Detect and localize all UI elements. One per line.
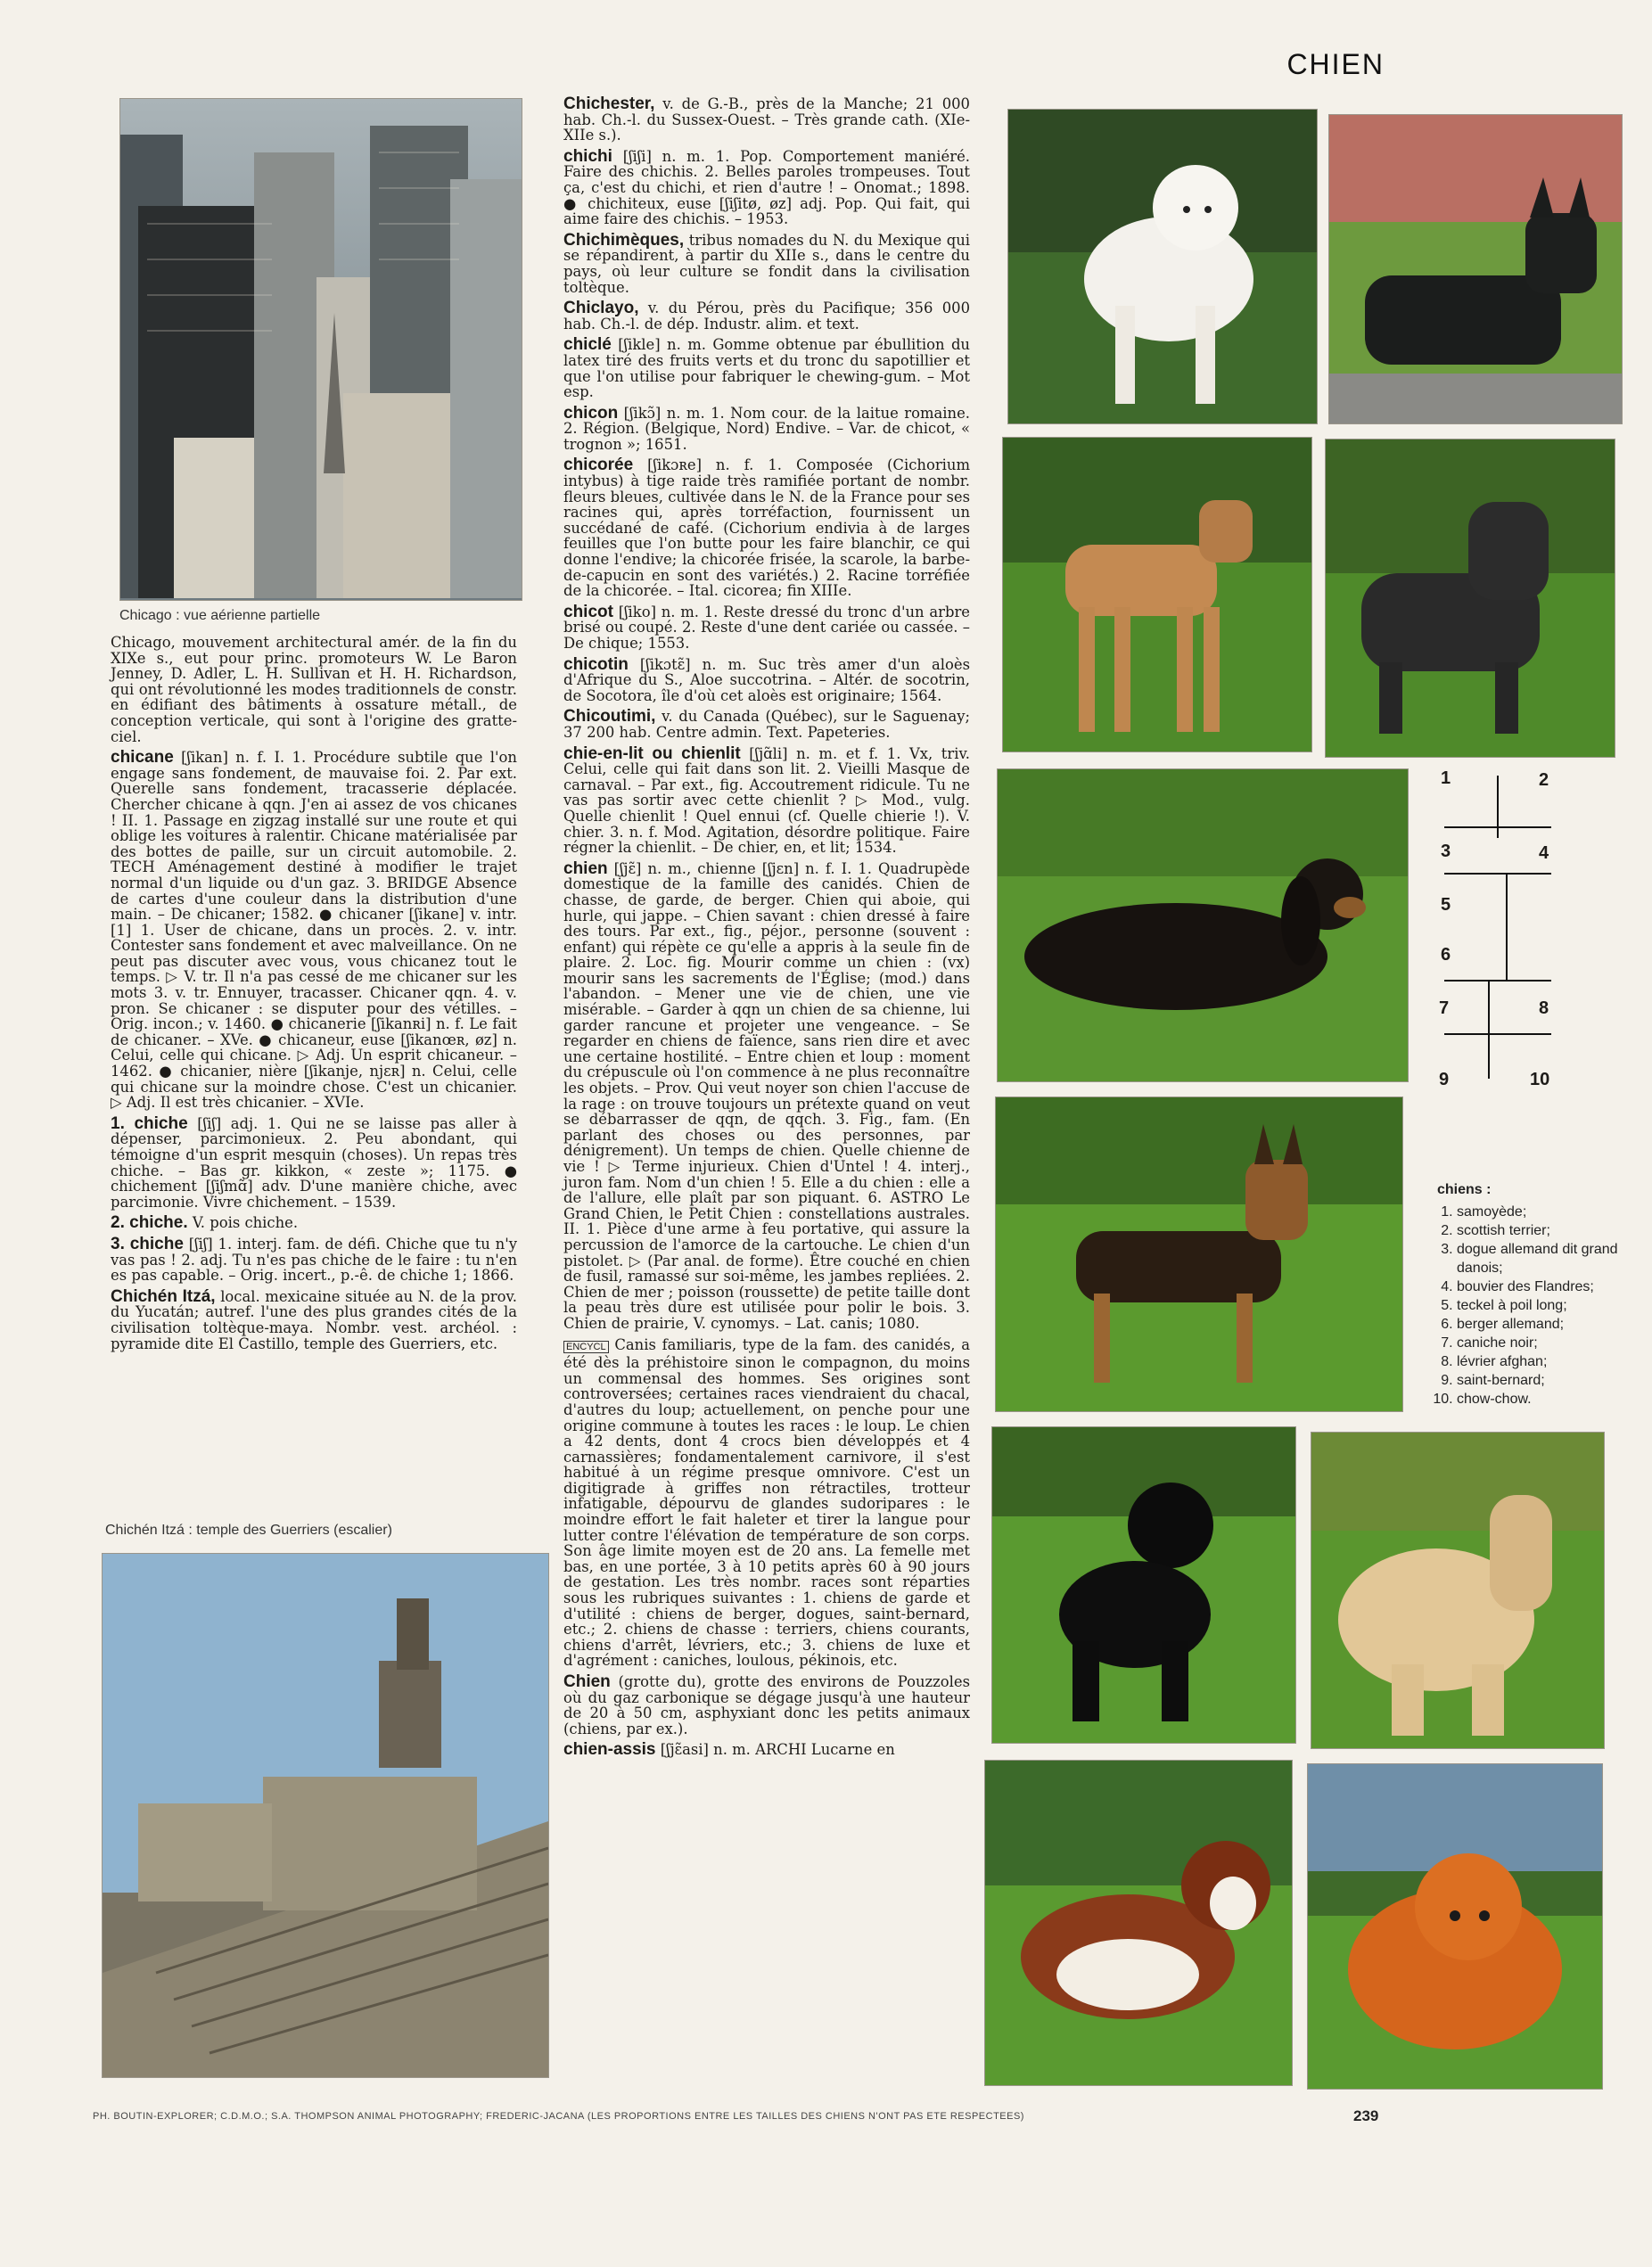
headword: Chichén Itzá, [111, 1286, 216, 1306]
key-number-10: 10 [1530, 1070, 1550, 1089]
definition: (grotte du), grotte des environs de Pouzzoles où du gaz carbonique se dégage jusqu'à une hauteur de 20 à 50 cm, asphyxiant donc les petits animaux (chiens, par ex.). [563, 1673, 971, 1737]
entry-chicoutimi [563, 709, 970, 740]
chicago-aerial-photo [119, 98, 522, 601]
legend-title: chiens : [1437, 1182, 1492, 1197]
definition: [ʃikɔtɛ̃] n. m. Suc très amer d'un aloès d'Afrique du S., Aloe succotrina. – Altér. de socotrin, de Socotora, île d'où cet aloès est originaire; 1564. [563, 655, 970, 704]
legend-item: 10. chow-chow. [1457, 1390, 1642, 1409]
definition: [ʃiko] n. m. 1. Reste dressé du tronc d'un arbre brisé ou coupé. 2. Reste d'une dent cariée ou cassée. – De chique; 1553. [563, 603, 970, 652]
legend-item: 3. dogue allemand dit grand danois; [1457, 1240, 1642, 1277]
entry-chicane [111, 750, 517, 1111]
entry-chicon [563, 403, 970, 453]
entry-chien [563, 858, 970, 1332]
legend-item: 9. saint-bernard; [1457, 1371, 1642, 1390]
headword: 3. chiche [111, 1234, 184, 1253]
entry-chien-assis [563, 1742, 970, 1758]
page-header-word: CHIEN [1286, 48, 1385, 80]
definition: [ʃiʃi] n. m. 1. Pop. Comportement maniéré. Faire des chichis. 2. Belles paroles trompeuses. Tout ça, c'est du chichi, et rien d'autre ! – Onomat.; 1898. ● chichiteux, euse [ʃiʃitø, øz] adj. Pop. Qui fait, qui aime faire des chichis. – 1953. [563, 147, 970, 228]
entry-chicotin [563, 654, 970, 704]
dachshund-photo [997, 768, 1409, 1082]
legend-item: 2. scottish terrier; [1457, 1221, 1642, 1240]
entry-chichimeques [563, 230, 970, 296]
samoyede-photo [1007, 109, 1318, 424]
entry-chienlit [563, 743, 970, 857]
entry-chiche-3 [111, 1236, 517, 1284]
entry-chichi [563, 146, 970, 228]
definition: Canis familiaris, type de la fam. des canidés, a été dès la préhistoire sinon le compagnon, du moins un commensal des hommes. Ses origines sont controversées; certaines races viendraient du chacal, d'autres du loup; actuellement, on penche pour une origine commune à toutes les races : le loup. Le chien a 42 dents, dont 4 crocs bien développés et 4 carnassières; fondamentalement carnivore, il s'est habitué à un régime presque omnivore. C'est un digitigrade à griffes non rétractiles, trotteur infatigable, dépourvu de glandes sudoripares : le moindre effort le fait haleter et tirer la langue pour lutter contre l'élévation de température de son corps. Son âge limite moyen est de 20 ans. La femelle met bas, en une portée, 3 à 10 petits après 60 à 90 jours de gestation. Les très nombr. races sont réparties sous les rubriques suivantes : 1. chiens de garde et d'utilité : chiens de berger, dogues, saint-bernard, etc.; 2. chiens de chasse : terriers, chiens courants, chiens d'arrêt, lévriers, etc.; 3. chiens de luxe et d'agrément : caniches, loulous, pékinois, etc. [563, 1335, 970, 1670]
headword: chie-en-lit ou chienlit [563, 743, 741, 763]
key-number-3: 3 [1441, 842, 1451, 861]
definition: v. de G.-B., près de la Manche; 21 000 hab. Ch.-l. du Sussex-Ouest. – Très grande cath. (XIe-XIIe s.). [563, 95, 970, 144]
key-number-5: 5 [1441, 895, 1451, 915]
legend-item: 6. berger allemand; [1457, 1315, 1642, 1334]
afghan-hound-photo [1311, 1432, 1605, 1749]
legend-item: 8. lévrier afghan; [1457, 1352, 1642, 1371]
headword: Chichester, [563, 94, 655, 113]
headword: Chichimèques, [563, 230, 685, 250]
column-1 [111, 635, 517, 1357]
headword: chien-assis [563, 1740, 656, 1760]
poodle-photo [991, 1426, 1296, 1744]
entry-grotte-du-chien [563, 1674, 970, 1737]
definition: v. du Canada (Québec), sur le Saguenay; 37 200 hab. Centre admin. Text. Papeteries. [563, 708, 970, 741]
chicago-caption: Chicago : vue aérienne partielle [119, 608, 321, 623]
photo-key-diagram [1435, 767, 1560, 1105]
dog-legend [1437, 1180, 1642, 1409]
entry-chicoree [563, 457, 970, 598]
headword: chicorée [563, 456, 634, 475]
great-dane-photo [1002, 437, 1312, 752]
bouvier-photo [1325, 439, 1615, 758]
key-number-6: 6 [1441, 945, 1451, 965]
definition: [ʃikɔʀe] n. f. 1. Composée (Cichorium intybus) à tige raide très ramifiée portant de nombr. fleurs bleues, cultivée dans le N. de la France pour ses racines qui, après torréfaction, fournissent un succédané de café. (Cichorium endivia à de larges feuilles que l'on butte pour les faire blanchir, ce qui donne l'endive; la chicorée frisée, la scarole, la barbe-de-capucin en sont des variétés.) 2. Racine torréfiée de la chicorée. – Ital. cicorea; fin XIIIe. [563, 456, 971, 600]
key-number-1: 1 [1441, 768, 1451, 788]
definition: [ʃiʃ] adj. 1. Qui ne se laisse pas aller à dépenser, parcimonieux. 2. Peu abondant, qui témoigne d'un esprit mesquin (choses). Un repas très chiche. – Bas gr. kikkon, « zeste »; 1175. ● chichement [ʃiʃmɑ̃] adv. D'une manière chiche, avec parcimonie. Vivre chichement. – 1539. [111, 1114, 517, 1211]
definition: V. pois chiche. [192, 1214, 299, 1232]
entry-chiche-2 [111, 1215, 517, 1231]
column-2 [563, 96, 970, 1763]
headword: chichi [563, 146, 612, 166]
headword: Chicoutimi, [563, 707, 656, 727]
definition: [ʃiʃ] 1. interj. fam. de défi. Chiche que tu n'y vas pas ! 2. adj. Tu n'es pas chiche de le faire : tu n'en es pas capable. – Orig. incert., p.-ê. de chiche 1; 1866. [111, 1235, 518, 1285]
entry-chichester [563, 96, 970, 144]
legend-item: 1. samoyède; [1457, 1203, 1642, 1221]
entry-chicot [563, 604, 970, 652]
entry-chiche-1 [111, 1113, 517, 1211]
definition: [ʃikan] n. f. I. 1. Procédure subtile que l'on engage sans fondement, de mauvaise foi. 2. Par ext. Querelle sans fondement, tracasserie déplacée. Chercher chicane à qqn. J'en ai assez de vos chicanes ! II. 1. Passage en zigzag installé sur une route et qui oblige les voitures à ralentir. Chicane matérialisée par des bottes de paille, sur un circuit automobile. 2. TECH Aménagement destiné à modifier le trajet normal d'un liquide ou d'un gaz. 3. BRIDGE Absence de cartes d'une couleur dans la distribution d'une main. – De chicaner; 1582. ● chicaner [ʃikane] v. intr. [1] 1. User de chicane, dans un procès. 2. v. intr. Contester sans fondement et avec malveillance. On ne peut pas discuter avec vous, vous chicanez tout le temps. ▷ V. tr. Il n'a pas cessé de me chicaner sur les mots 3. v. tr. Ennuyer, tracasser. Chicaner qqn. 4. v. pron. Se chicaner : se disputer pour des vétilles. – Orig. incon.; v. 1460. ● chicanerie [ʃikanʀi] n. f. Le fait de chicaner. – XVe. ● chicaneur, euse [ʃikanœʀ, øz] n. Celui, celle qui chicane. ▷ Adj. Un esprit chicaneur. – 1462. ● chicanier, nière [ʃikanje, njɛʀ] n. Celui, celle qui chicane sur la moindre chose. C'est un chicanier. ▷ Adj. Il est très chicanier. – XVIe. [111, 749, 517, 1112]
chichen-caption: Chichén Itzá : temple des Guerriers (escalier) [105, 1523, 392, 1538]
chichen-itza-photo [102, 1553, 549, 2078]
scottish-terrier-photo [1328, 114, 1623, 424]
definition: [ʃjɛ̃asi] n. m. ARCHI Lucarne en [660, 1741, 895, 1759]
key-number-7: 7 [1439, 998, 1450, 1018]
definition: [ʃjɑ̃li] n. m. et f. 1. Vx, triv. Celui, celle qui fait dans son lit. 2. Vieilli Masque de carnaval. – Par ext., fig. Accoutrement ridicule. Tu ne vas pas sortir avec cette chienlit ? ▷ Mod., vulg. Quelle chienlit ! Quel ennui (cf. Quelle chierie !). V. chier. 3. n. f. Mod. Agitation, désordre politique. Faire régner la chienlit. – De chier, en, et lit; 1534. [563, 744, 970, 857]
entry-chiclayo [563, 300, 970, 332]
key-number-8: 8 [1539, 998, 1549, 1018]
legend-list [1437, 1203, 1642, 1409]
entry-chien-encycl [563, 1337, 970, 1669]
entry-chichen-itza [111, 1286, 518, 1352]
legend-item: 4. bouvier des Flandres; [1457, 1277, 1642, 1296]
definition: [ʃikle] n. m. Gomme obtenue par ébullition du latex tiré des fruits verts et du tronc du sapotillier et que l'on utilise pour fabriquer le chewing-gum. – Mot esp. [563, 336, 970, 401]
headword: chicane [111, 748, 174, 768]
encycl-tag: ENCYCL [563, 1341, 609, 1353]
headword: Chiclayo, [563, 299, 639, 318]
headword: chicot [563, 602, 613, 621]
legend-item: 7. caniche noir; [1457, 1334, 1642, 1352]
saint-bernard-photo [984, 1760, 1293, 2086]
headword: Chien [563, 1672, 611, 1691]
headword: chien [563, 858, 608, 878]
definition: [ʃikɔ̃] n. m. 1. Nom cour. de la laitue romaine. 2. Région. (Belgique, Nord) Endive. – Var. de chicot, « trognon »; 1651. [563, 404, 970, 453]
definition: local. mexicaine située au N. de la prov. du Yucatán; autref. l'une des plus grandes cités de la civilisation toltèque-maya. Nombr. vest. archéol. : pyramide dite El Castillo, temple des Guerriers, etc. [111, 1287, 518, 1352]
entry-chicle [563, 337, 970, 399]
key-number-9: 9 [1439, 1070, 1450, 1089]
photo-credits: PH. BOUTIN-EXPLORER; C.D.M.O.; S.A. THOMPSON ANIMAL PHOTOGRAPHY; FREDERIC-JACANA (LES PROPORTIONS ENTRE LES TAILLES DES CHIENS N'ONT PAS ETE RESPECTEES) [93, 2111, 1024, 2122]
chow-chow-photo [1307, 1763, 1603, 2090]
headword: 2. chiche. [111, 1213, 188, 1233]
definition: v. du Pérou, près du Pacifique; 356 000 hab. Ch.-l. de dép. Industr. alim. et text. [563, 300, 970, 333]
headword: chiclé [563, 335, 612, 355]
definition: tribus nomades du N. du Mexique qui se répandirent, à partir du XIIe s., dans le centre du pays, où leur culture se fondit dans la civilisation toltèque. [563, 231, 970, 296]
entry-chicago-movement: Chicago, mouvement architectural amér. de la fin du XIXe s., eut pour princ. promoteurs W. Le Baron Jenney, D. Adler, L. H. Sullivan et H. H. Richardson, qui ont révolutionné les modes traditionnels de constr. en édifiant des bâtiments à ossature métall., de conception verticale, qui sont à l'origine des gratte-ciel. [111, 634, 517, 745]
page-number: 239 [1353, 2107, 1379, 2124]
german-shepherd-photo [995, 1097, 1403, 1412]
key-number-4: 4 [1539, 843, 1549, 863]
key-number-2: 2 [1539, 770, 1549, 790]
legend-item: 5. teckel à poil long; [1457, 1296, 1642, 1315]
definition: [ʃjɛ̃] n. m., chienne [ʃjɛn] n. f. I. 1. Quadrupède domestique de la famille des canidés. Chien de chasse, de garde, de berger. Chien qui aboie, qui hurle, qui jappe. – Chien savant : chien dressé à faire des tours. Par ext., fig., péjor., personne (souvent : enfant) qui répète ce qu'elle a appris à la seule fin de plaire. 2. Loc. fig. Mourir comme un chien : (vx) mourir sans les sacrements de l'Église; (mod.) dans l'abandon. – Mener une vie de chien, une vie misérable. – Garder à qqn un chien de sa chienne, lui garder rancune et projeter une vengeance. – Se regarder en chiens de faïence, sans rien dire et avec une certaine hostilité. – Entre chien et loup : moment du crépuscule où l'on commence à ne plus reconnaître les objets. – Prov. Qui veut noyer son chien l'accuse de la rage : on trouve toujours un prétexte quand on veut se débarrasser de qqn, de qqch. 3. Fig., fam. (En parlant des choses ou des personnes, par dénigrement). Un temps de chien. Quelle chienne de vie ! ▷ Terme injurieux. Chien d'Untel ! 4. interj., juron fam. Nom d'un chien ! 5. Elle a du chien : elle a de l'allure, elle plaît par son piquant. 6. ASTRO Le Grand Chien, le Petit Chien : constellations australes. II. 1. Pièce d'une arme à feu portative, qui assure la percussion de l'amorce de la cartouche. Le chien d'un pistolet. ▷ (Par anal. de forme). Être couché en chien de fusil, ramassé sur soi-même, les jambes repliées. 2. Chien de mer ; poisson (roussette) de petite taille dont la peau très dure est utilisée pour polir le bois. 3. Chien de prairie, V. cynomys. – Lat. canis; 1080. [563, 859, 970, 1332]
headword: 1. chiche [111, 1113, 188, 1133]
headword: chicon [563, 403, 619, 423]
headword: chicotin [563, 654, 629, 674]
